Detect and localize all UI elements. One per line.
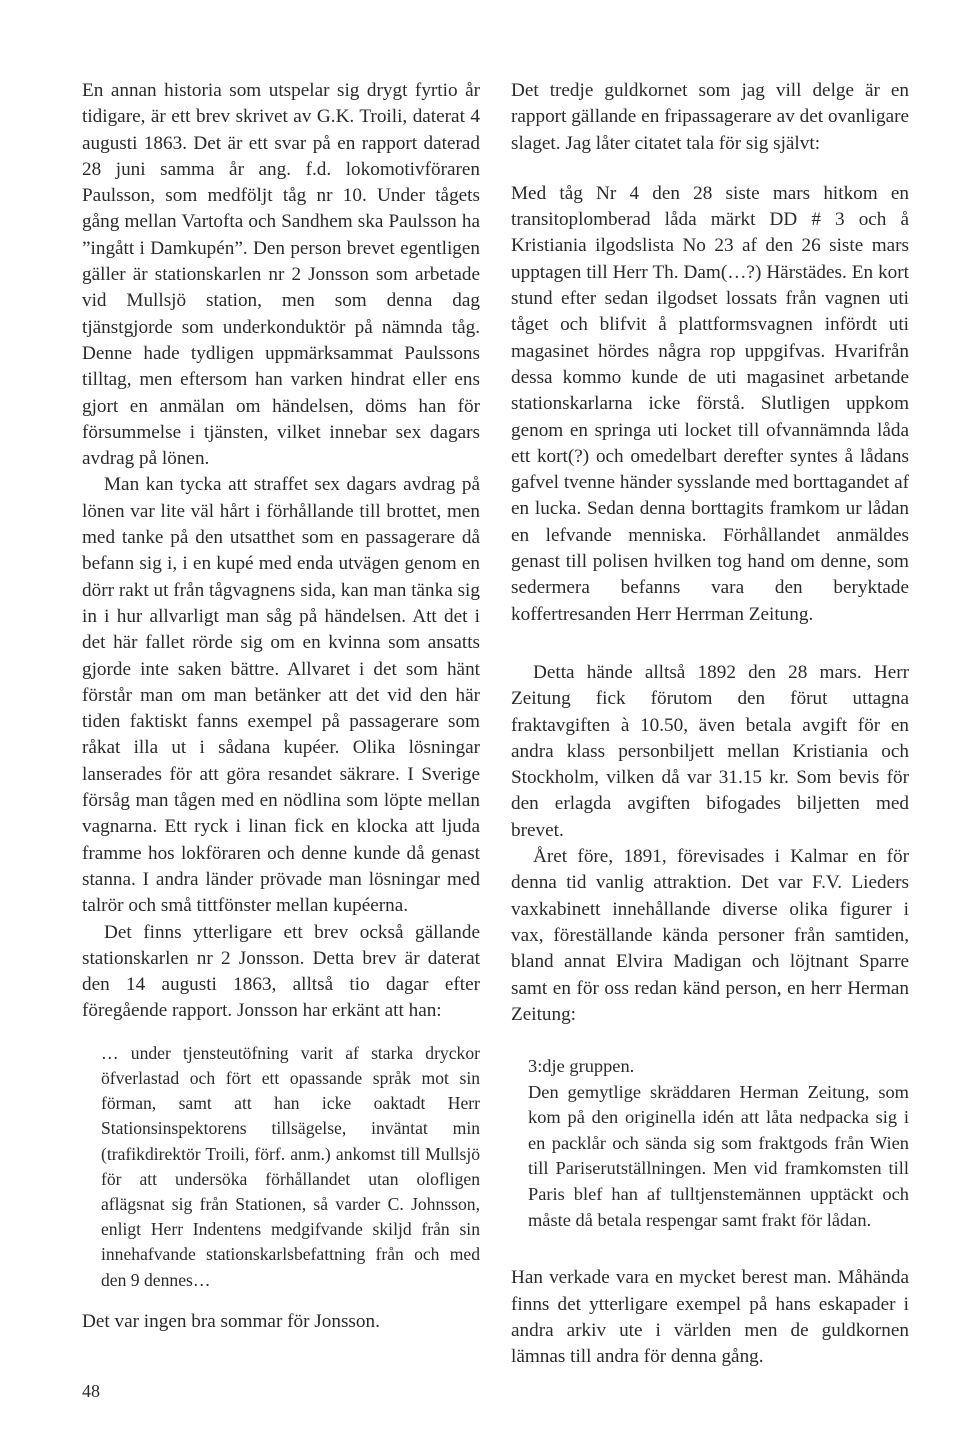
right-paragraph-2: Detta hände alltså 1892 den 28 mars. Herr Zeitung fick förutom den förut uttagna fraktavgiften à 10.50, även betala avgift för en andra klass personbiljett mellan Kristiania och Stockholm, vilken då var 31.15 kr. Som bevis för den erlagda avgiften bifogades biljetten med brevet. [511,661,909,841]
right-block-quote-1: Med tåg Nr 4 den 28 siste mars hitkom en transitoplomberad låda märkt DD # 3 och å Kristiania ilgodslista No 23 af den 26 siste mars upptagen till Herr Th. Dam(…?) Härstädes. En kort stund efter sedan ilgodset lossats från vagnen uti tåget och blifvit å plattformsvagnen infördt uti magasinet hördes några rop uppgifvas. Hvarifrån dessa kommo kunde de uti magasinet arbetande stationskarlarna icke förstå. Slutligen uppkom genom en springa uti locket till ofvannämnda låda ett kort(?) och omedelbart derefter syntes å lådans gafvel tvenne händer sysslande med borttagandet af en lucka. Sedan denna borttagits framkom ur lådan en lefvande menniska. Förhållandet anmäldes genast till polisen hvilken tog hand om denne, som sedermera befanns vara den beryktade koffertresanden Herr Herrman Zeitung. [511,182,909,625]
left-paragraph-1: En annan historia som utspelar sig drygt fyrtio år tidigare, är ett brev skrivet av G.K. Troili, daterat 4 augusti 1863. Det är ett svar på en rapport daterad 28 juni samma år ang. f.d. lokomotivföraren Paulsson, som medföljt tåg nr 10. Under tågets gång mellan Vartofta och Sandhem ska Paulsson ha ”ingått i Damkupén”. Den person brevet egentligen gäller är stationskarlen nr 2 Jonsson som arbetade vid Mullsjö station, men som denna dag tjänstgjorde som underkonduktör på nämnda tåg. Denne hade tydligen uppmärksammat Paulssons tilltag, men eftersom han varken hindrat eller ens gjort en anmälan om händelsen, döms han för försummelse i tjänsten, vilket innebar sex dagars avdrag på lönen. [82,80,480,470]
left-block-quote: … under tjensteutöfning varit af starka dryckor öfverlastad och fört ett opassande språk mot sin förman, samt att han icke oaktadt Herr Stationsinspektorens tillsägelse, inväntat min (trafikdirektör Troili, förf. anm.) ankomst till Mullsjö för att undersöka förhållandet utan olofligen aflägsnat sig från Stationen, så varder C. Johnsson, enligt Herr Indentens medgifvande skiljd från sin innehafvande stationskarlsbefattning från och med den 9 dennes… [101,1042,480,1290]
quote-heading: 3:dje gruppen. [528,1056,635,1077]
right-column [511,78,909,1370]
left-column [82,78,480,1335]
page-number: 48 [82,1381,100,1401]
right-paragraph-3: Året före, 1891, förevisades i Kalmar en för denna tid vanlig attraktion. Det var F.V. Lieders vaxkabinett innehållande diverse olika figurer i vax, föreställande kända personer från samtiden, bland annat Elvira Madigan och löjtnant Sparre samt en för oss redan känd person, en herr Herman Zeitung: [511,846,909,1025]
right-paragraph-1: Det tredje guldkornet som jag vill delge är en rapport gällande en fripassagerare av det ovanligare slaget. Jag låter citatet tala för sig självt: [511,80,909,154]
left-paragraph-2: Man kan tycka att straffet sex dagars avdrag på lönen var lite väl hårt i förhållande till brottet, men med tanke på den utsatthet som en passagerare då befann sig i, i en kupé med enda utvägen genom en dörr rakt ut från tågvagnens sida, kan man tänka sig in i hur allvarligt man såg på händelsen. Att det i det här fallet rörde sig om en kvinna som ansatts gjorde inte saken bättre. Allvaret i det som hänt förstår man om man betänker att det vid den här tiden faktiskt fanns exempel på passagerare som råkat illa ut i sådana kupéer. Olika lösningar lanserades för att göra resandet säkrare. I Sverige försåg man tågen med en nödlina som löpte mellan vagnarna. Ett ryck i linan fick en klocka att ljuda framme hos lokföraren och denne kunde då genast stanna. I andra länder prövade man lösningar med talrör och små tittfönster mellan kupéerna. [82,474,480,917]
right-block-quote-2 [511,1054,909,1233]
quote-body: Den gemytlige skräddaren Herman Zeitung, som kom på den originella idén att låta nedpacka sig i en packlår och sända sig som fraktgods från Wien till Pariserutställningen. Men vid framkomsten till Paris blef han af tulltjenstemännen upptäckt och måste då betala respengar samt frakt för lådan. [528,1081,909,1230]
right-paragraph-4: Han verkade vara en mycket berest man. Måhända finns det ytterligare exempel på hans eskapader i andra arkiv ute i världen men de guldkornen lämnas till andra för denna gång. [511,1267,909,1368]
left-paragraph-4: Det var ingen bra sommar för Jonsson. [82,1310,380,1332]
left-paragraph-3: Det finns ytterligare ett brev också gällande stationskarlen nr 2 Jonsson. Detta brev är daterat den 14 augusti 1863, alltså tio dagar efter föregående rapport. Jonsson har erkänt att han: [82,921,480,1022]
